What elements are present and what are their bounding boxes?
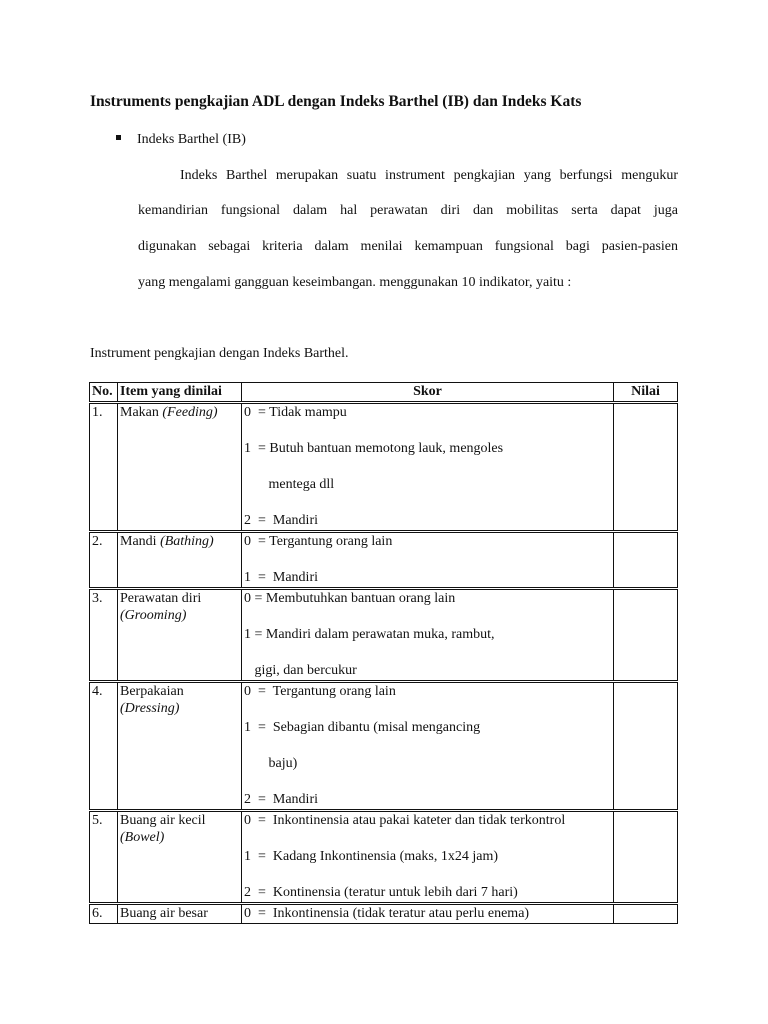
skor-line: 0 = Inkontinensia (tidak teratur atau perlu enema) <box>244 906 530 921</box>
skor-line: 0 = Tidak mampu <box>244 405 347 420</box>
table-row <box>90 682 678 811</box>
item-cell <box>118 682 242 811</box>
item-english-name: (Feeding) <box>162 405 218 420</box>
skor-line: 1 = Sebagian dibantu (misal mengancing <box>244 720 481 735</box>
skor-cell <box>242 403 614 532</box>
skor-line: mentega dll <box>244 477 335 492</box>
table-row <box>90 532 678 589</box>
header-nilai: Nilai <box>614 383 678 403</box>
item-name: Buang air besar <box>120 906 208 921</box>
header-no: No. <box>90 383 118 403</box>
paragraph-line-4: yang mengalami gangguan keseimbangan. menggunakan 10 indikator, yaitu : <box>138 275 572 290</box>
item-english-name: (Bowel) <box>120 830 165 845</box>
table-row <box>90 589 678 682</box>
bullet-label: Indeks Barthel (IB) <box>137 132 246 147</box>
item-name: Makan <box>120 405 159 420</box>
item-cell <box>118 403 242 532</box>
nilai-cell[interactable] <box>614 589 678 682</box>
nilai-cell[interactable] <box>614 532 678 589</box>
item-name: Buang air kecil <box>120 813 206 828</box>
row-number: 2. <box>90 532 118 589</box>
skor-cell <box>242 682 614 811</box>
item-cell <box>118 811 242 904</box>
row-number: 6. <box>90 904 118 924</box>
skor-line: 1 = Mandiri <box>244 570 318 585</box>
paragraph-line-3: digunakan sebagai kriteria dalam menilai kemampuan fungsional bagi pasien-pasien <box>138 239 678 254</box>
nilai-cell[interactable] <box>614 904 678 924</box>
skor-line: 0 = Membutuhkan bantuan orang lain <box>244 591 456 606</box>
item-cell <box>118 904 242 924</box>
skor-cell <box>242 589 614 682</box>
item-name: Perawatan diri <box>120 591 202 606</box>
skor-line: gigi, dan bercukur <box>244 663 357 678</box>
header-skor: Skor <box>242 383 614 403</box>
skor-line: 2 = Mandiri <box>244 792 318 807</box>
paragraph-line-1: Indeks Barthel merupakan suatu instrument pengkajian yang berfungsi mengukur <box>180 168 678 183</box>
square-bullet-icon <box>116 135 121 140</box>
barthel-index-table <box>89 382 678 924</box>
skor-cell <box>242 532 614 589</box>
bullet-list-item <box>116 132 246 148</box>
row-number: 5. <box>90 811 118 904</box>
item-cell <box>118 532 242 589</box>
header-item: Item yang dinilai <box>118 383 242 403</box>
skor-cell <box>242 811 614 904</box>
table-row <box>90 904 678 924</box>
nilai-cell[interactable] <box>614 682 678 811</box>
table-row <box>90 403 678 532</box>
row-number: 3. <box>90 589 118 682</box>
nilai-cell[interactable] <box>614 811 678 904</box>
skor-line: 2 = Mandiri <box>244 513 318 528</box>
paragraph-line-2: kemandirian fungsional dalam hal perawatan diri dan mobilitas serta dapat juga <box>138 203 678 218</box>
skor-line: 1 = Mandiri dalam perawatan muka, rambut, <box>244 627 495 642</box>
row-number: 1. <box>90 403 118 532</box>
item-english-name: (Bathing) <box>160 534 214 549</box>
skor-line: 0 = Inkontinensia atau pakai kateter dan tidak terkontrol <box>244 813 566 828</box>
row-number: 4. <box>90 682 118 811</box>
table-row <box>90 811 678 904</box>
item-english-name: (Grooming) <box>120 608 187 623</box>
table-caption: Instrument pengkajian dengan Indeks Barthel. <box>90 346 349 361</box>
nilai-cell[interactable] <box>614 403 678 532</box>
item-name: Berpakaian <box>120 684 184 699</box>
skor-line: 1 = Butuh bantuan memotong lauk, mengoles <box>244 441 504 456</box>
page-heading: Instruments pengkajian ADL dengan Indeks Barthel (IB) dan Indeks Kats <box>90 93 582 110</box>
skor-line: 0 = Tergantung orang lain <box>244 534 393 549</box>
skor-line: baju) <box>244 756 298 771</box>
table-header-row <box>90 383 678 403</box>
skor-cell <box>242 904 614 924</box>
item-name: Mandi <box>120 534 157 549</box>
item-cell <box>118 589 242 682</box>
skor-line: 1 = Kadang Inkontinensia (maks, 1x24 jam) <box>244 849 499 864</box>
item-english-name: (Dressing) <box>120 701 180 716</box>
skor-line: 2 = Kontinensia (teratur untuk lebih dari 7 hari) <box>244 885 518 900</box>
skor-line: 0 = Tergantung orang lain <box>244 684 396 699</box>
